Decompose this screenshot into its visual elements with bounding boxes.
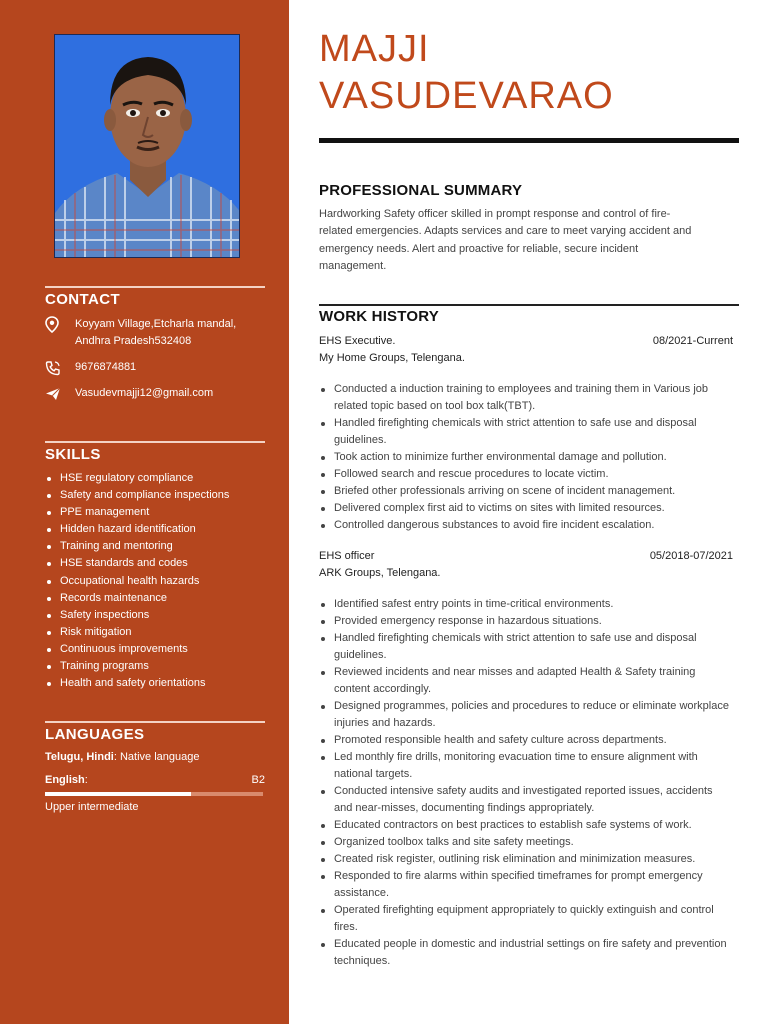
phone-text: 9676874881 — [75, 361, 137, 373]
contact-phone[interactable] — [45, 359, 265, 376]
job-role: EHS officer — [319, 550, 375, 562]
skill-item: Occupational health hazards — [45, 573, 265, 590]
summary-line: related emergencies. Adapts services and care to meet varying accident and — [319, 225, 692, 238]
job-role: EHS Executive. — [319, 335, 396, 347]
person-portrait-icon — [55, 35, 240, 258]
job-bullet: Briefed other professionals arriving on scene of incident management. — [319, 483, 733, 500]
job-bullet: Organized toolbox talks and site safety meetings. — [319, 834, 733, 851]
job-company: ARK Groups, Telengana. — [319, 567, 441, 579]
english-level-bar-fill — [45, 792, 191, 796]
english-level-bar — [45, 792, 263, 796]
send-icon — [45, 385, 75, 402]
native-languages — [45, 749, 265, 765]
skill-item: HSE standards and codes — [45, 555, 265, 572]
skill-item: Continuous improvements — [45, 641, 265, 658]
job-bullet: Followed search and rescue procedures to locate victim. — [319, 466, 733, 483]
contact-section — [45, 286, 265, 411]
job-bullet: Educated contractors on best practices to establish safe systems of work. — [319, 817, 733, 834]
languages-divider — [45, 721, 265, 723]
english-level-text: Upper intermediate — [45, 801, 139, 813]
job-entry — [319, 548, 733, 970]
name-first: MAJJI — [319, 28, 430, 70]
job-bullet: Created risk register, outlining risk elimination and minimization measures. — [319, 851, 733, 868]
name-last: VASUDEVARAO — [319, 75, 614, 117]
job-entry — [319, 333, 733, 534]
skill-item: Hidden hazard identification — [45, 521, 265, 538]
english-level-code: B2 — [251, 774, 265, 786]
summary-line: Hardworking Safety officer skilled in prompt response and control of fire- — [319, 208, 671, 220]
contact-address — [45, 316, 265, 350]
skills-list — [45, 470, 265, 692]
contact-divider — [45, 286, 265, 288]
job-bullet: Reviewed incidents and near misses and adapted Health & Safety training content accordingly. — [319, 664, 733, 698]
english-label — [45, 772, 88, 788]
skill-item: Training and mentoring — [45, 538, 265, 555]
job-bullet: Delivered complex first aid to victims on sites with limited resources. — [319, 500, 733, 517]
english-separator: : — [84, 774, 88, 786]
sidebar — [0, 0, 289, 1024]
job-company: My Home Groups, Telengana. — [319, 352, 465, 364]
job-dates: 08/2021-Current — [652, 335, 733, 347]
skill-item: Safety inspections — [45, 607, 265, 624]
skill-item: Safety and compliance inspections — [45, 487, 265, 504]
summary-section — [319, 182, 729, 275]
job-bullet: Provided emergency response in hazardous situations. — [319, 613, 733, 630]
summary-line: management. — [319, 259, 387, 272]
work-history-heading: WORK HISTORY — [319, 308, 439, 325]
native-languages-label: : Native language — [113, 751, 200, 763]
summary-line: emergency needs. Alert and proactive for reliable, secure incident — [319, 242, 639, 255]
english-language-row — [45, 772, 265, 788]
job-bullet: Identified safest entry points in time-critical environments. — [319, 596, 733, 613]
job-bullet: Conducted intensive safety audits and investigated reported issues, accidents and near-misses, documenting findings appropriately. — [319, 783, 733, 817]
job-bullet: Controlled dangerous substances to avoid fire incident escalation. — [319, 517, 733, 534]
skills-heading: SKILLS — [45, 446, 101, 463]
skill-item: PPE management — [45, 504, 265, 521]
contact-email[interactable] — [45, 385, 265, 402]
name-divider — [319, 138, 739, 143]
english-name: English — [45, 774, 85, 786]
work-divider — [319, 304, 739, 306]
skills-divider — [45, 441, 265, 443]
jobs-list — [319, 333, 733, 970]
job-header — [319, 333, 733, 350]
skill-item: Records maintenance — [45, 590, 265, 607]
job-bullets — [319, 381, 733, 534]
address-line-1: Koyyam Village,Etcharla mandal, — [75, 318, 237, 330]
email-text: Vasudevmajji12@gmail.com — [75, 387, 214, 399]
job-bullet: Handled firefighting chemicals with strict attention to safe use and disposal guidelines. — [319, 630, 733, 664]
work-history-section — [319, 308, 733, 970]
skill-item: Training programs — [45, 658, 265, 675]
summary-heading: PROFESSIONAL SUMMARY — [319, 182, 523, 199]
profile-photo — [54, 34, 240, 258]
job-bullets — [319, 596, 733, 970]
job-header — [319, 548, 733, 565]
languages-heading: LANGUAGES — [45, 726, 145, 743]
job-bullet: Handled firefighting chemicals with strict attention to safe use and disposal guidelines. — [319, 415, 733, 449]
summary-text — [319, 206, 729, 275]
skill-item: Health and safety orientations — [45, 675, 265, 692]
skill-item: Risk mitigation — [45, 624, 265, 641]
address-text — [75, 316, 236, 350]
job-bullet: Designed programmes, policies and procedures to reduce or eliminate workplace injuries and hazards. — [319, 698, 733, 732]
job-bullet: Took action to minimize further environmental damage and pollution. — [319, 449, 733, 466]
job-bullet: Led monthly fire drills, monitoring evacuation time to ensure alignment with national targets. — [319, 749, 733, 783]
job-bullet: Educated people in domestic and industrial settings on fire safety and prevention techniques. — [319, 936, 733, 970]
address-line-2: Andhra Pradesh532408 — [75, 335, 192, 347]
location-pin-icon — [45, 316, 75, 333]
contact-heading: CONTACT — [45, 291, 121, 308]
job-bullet: Promoted responsible health and safety culture across departments. — [319, 732, 733, 749]
skill-item: HSE regulatory compliance — [45, 470, 265, 487]
job-bullet: Responded to fire alarms within specified timeframes for prompt emergency assistance. — [319, 868, 733, 902]
skills-section — [45, 441, 265, 692]
native-languages-names: Telugu, Hindi — [45, 751, 114, 763]
job-dates: 05/2018-07/2021 — [649, 550, 733, 562]
job-bullet: Conducted a induction training to employees and training them in Various job related topic based on tool box talk(TBT). — [319, 381, 733, 415]
phone-icon — [45, 359, 75, 376]
candidate-name — [319, 26, 614, 120]
job-bullet: Operated firefighting equipment appropriately to quickly extinguish and control fires. — [319, 902, 733, 936]
languages-section — [45, 721, 265, 815]
